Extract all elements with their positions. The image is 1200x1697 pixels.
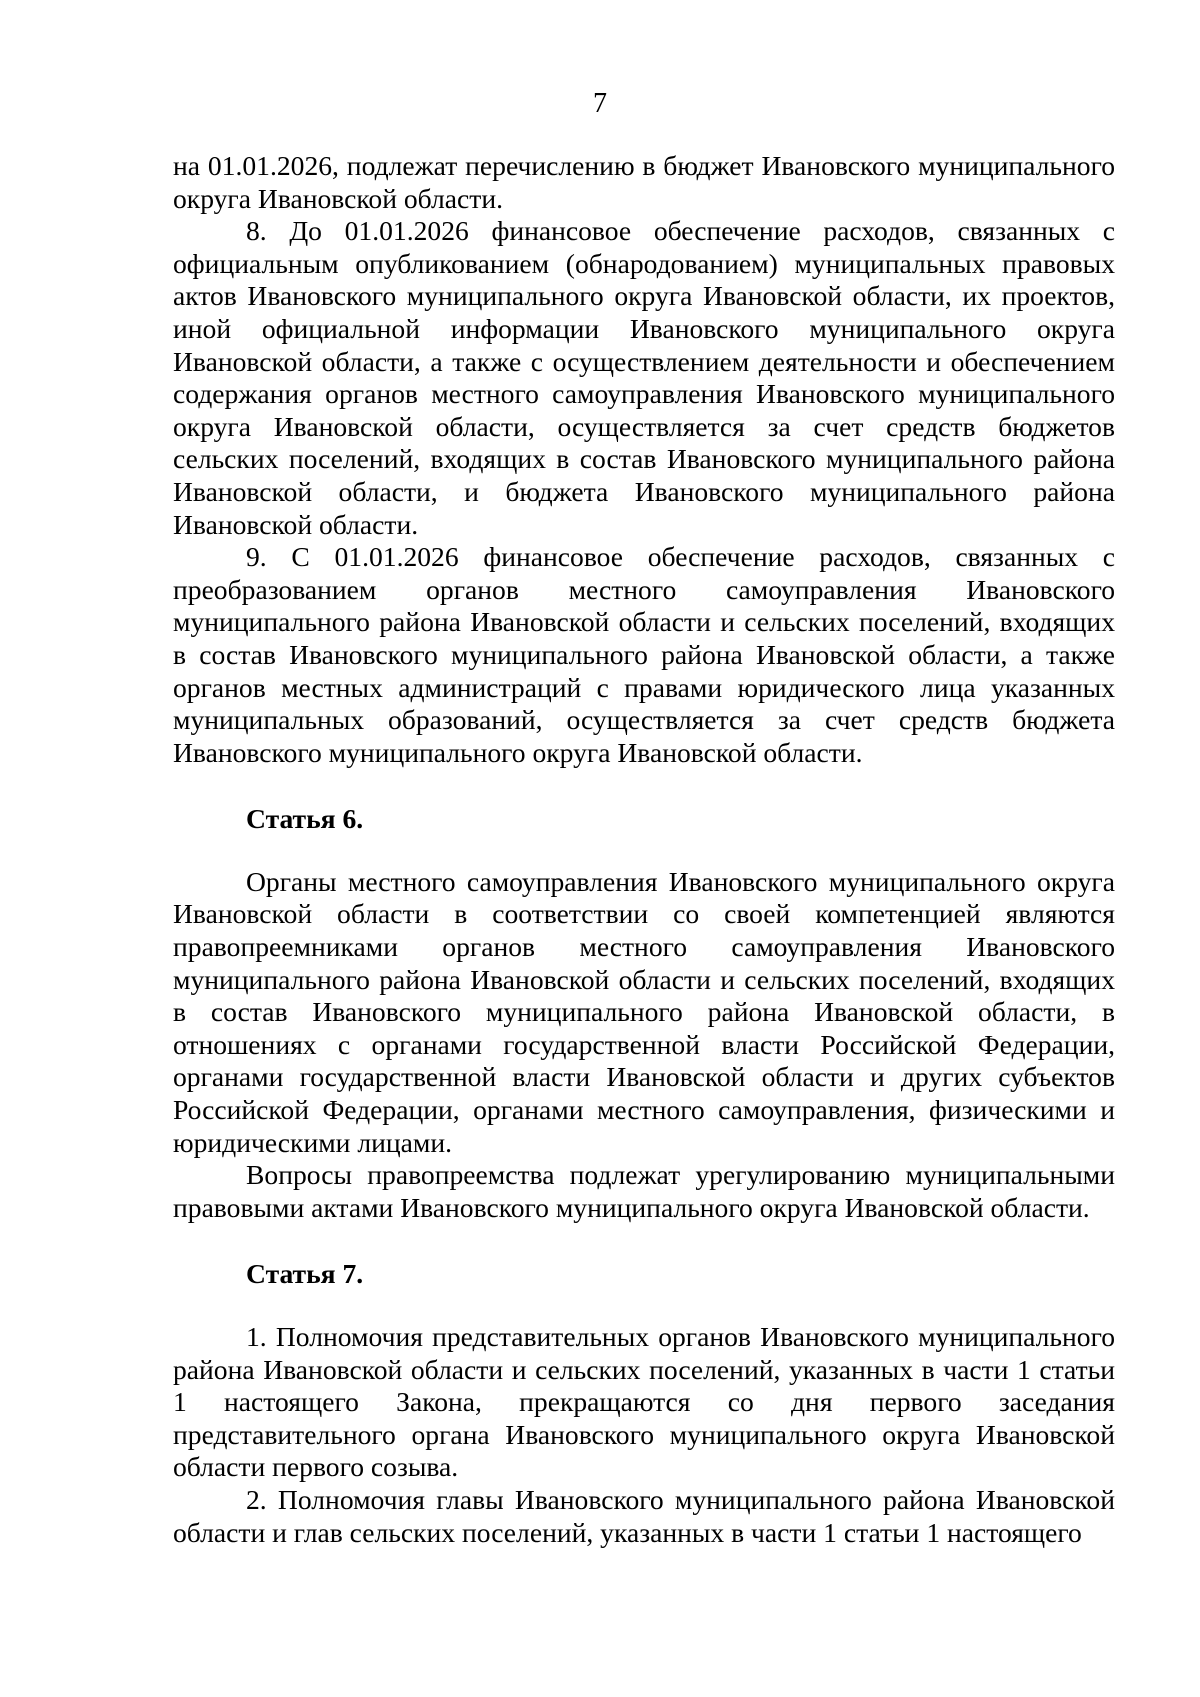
spacer: [173, 836, 1115, 866]
paragraph-item-8: 8. До 01.01.2026 финансовое обеспечение расходов, связанных с официальным опубликованием (обнародованием) муниципальных правовых актов Ивановского муниципального округа Ивановской области, их проектов, иной официальной информации Ивановского муниципального округа Ивановской области, а также с осуществлением деятельности и обеспечением содержания органов местного самоуправления Ивановского муниципального округа Ивановской области, осуществляется за счет средств бюджетов сельских поселений, входящих в состав Ивановского муниципального района Ивановской области, и бюджета Ивановского муниципального района Ивановской области.: [173, 215, 1115, 540]
paragraph-item-9: 9. С 01.01.2026 финансовое обеспечение расходов, связанных с преобразованием органов местного самоуправления Ивановского муниципального района Ивановской области и сельских поселений, входящих в состав Ивановского муниципального района Ивановской области, а также органов местных администраций с правами юридического лица указанных муниципальных образований, осуществляется за счет средств бюджета Ивановского муниципального округа Ивановской области.: [173, 541, 1115, 768]
article-7-paragraph-2: 2. Полномочия главы Ивановского муниципального района Ивановской области и глав сельских поселений, указанных в части 1 статьи 1 настоящего: [173, 1483, 1115, 1548]
document-body: [173, 150, 1115, 1549]
article-6-paragraph-1: Органы местного самоуправления Ивановского муниципального округа Ивановской области в соответствии со своей компетенцией являются правопреемниками органов местного самоуправления Ивановского муниципального района Ивановской области и сельских поселений, входящих в состав Ивановского муниципального района Ивановской области, в отношениях с органами государственной власти Российской Федерации, органами государственной власти Ивановской области и других субъектов Российской Федерации, органами местного самоуправления, физическими и юридическими лицами.: [173, 865, 1115, 1158]
paragraph-continuation: на 01.01.2026, подлежат перечислению в бюджет Ивановского муниципального округа Ивановской области.: [173, 150, 1115, 214]
article-6-heading: Статья 6.: [246, 803, 364, 835]
spacer: [173, 1291, 1115, 1321]
article-7-paragraph-1: 1. Полномочия представительных органов Ивановского муниципального района Ивановской области и сельских поселений, указанных в части 1 статьи 1 настоящего Закона, прекращаются со дня первого заседания представительного органа Ивановского муниципального округа Ивановской области первого созыва.: [173, 1321, 1115, 1483]
article-7-heading: Статья 7.: [246, 1258, 364, 1290]
spacer: [173, 769, 1115, 803]
spacer: [173, 1224, 1115, 1258]
article-6-paragraph-2: Вопросы правопреемства подлежат урегулированию муниципальными правовыми актами Ивановского муниципального округа Ивановской области.: [173, 1159, 1115, 1223]
page-number: 7: [593, 88, 607, 119]
